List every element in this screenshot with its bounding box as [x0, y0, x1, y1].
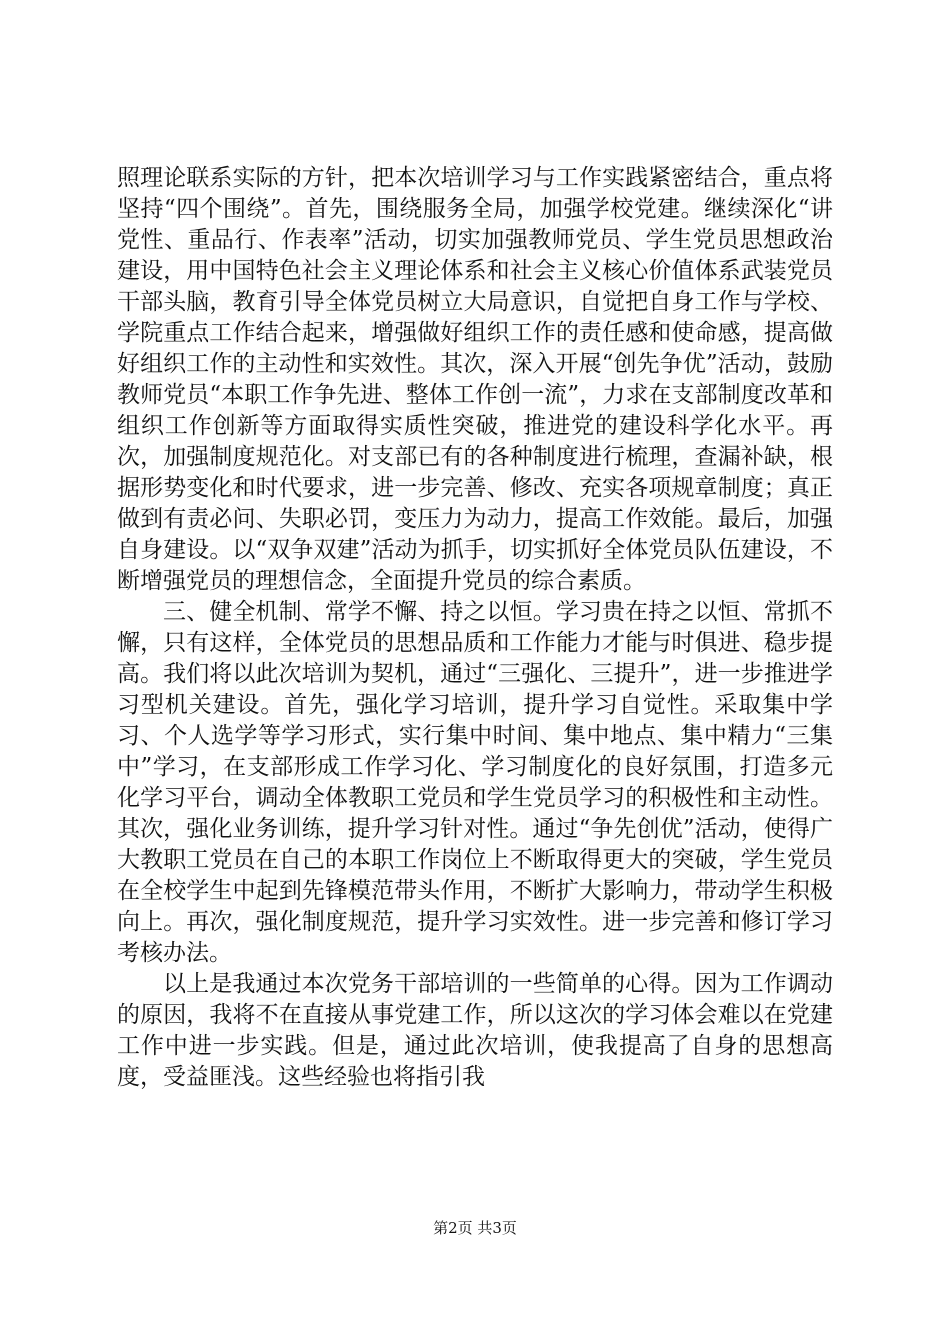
paragraph-continued: 照理论联系实际的方针，把本次培训学习与工作实践紧密结合，重点将坚持“四个围绕”。首先，围绕服务全局，加强学校党建。继续深化“讲党性、重品行、作表率”活动，切实加强教师党员、学生党员思想政治建设，用中国特色社会主义理论体系和社会主义核心价值体系武装党员干部头脑，教育引导全体党员树立大局意识，自觉把自身工作与学校、学院重点工作结合起来，增强做好组织工作的责任感和使命感，提高做好组织工作的主动性和实效性。其次，深入开展“创先争优”活动，鼓励教师党员“本职工作争先进、整体工作创一流”，力求在支部制度改革和组织工作创新等方面取得实质性突破，推进党的建设科学化水平。再次，加强制度规范化。对支部已有的各种制度进行梳理，查漏补缺，根据形势变化和时代要求，进一步完善、修改、充实各项规章制度；真正做到有责必问、失职必罚，变压力为动力，提高工作效能。最后，加强自身建设。以“双争双建”活动为抓手，切实抓好全体党员队伍建设，不断增强党员的理想信念，全面提升党员的综合素质。: [117, 165, 833, 594]
paragraph-conclusion: 以上是我通过本次党务干部培训的一些简单的心得。因为工作调动的原因，我将不在直接从事党建工作，所以这次的学习体会难以在党建工作中进一步实践。但是，通过此次培训，使我提高了自身的思想高度，受益匪浅。这些经验也将指引我: [117, 971, 833, 1090]
document-body: [117, 163, 833, 1093]
paragraph-section-three: 三、健全机制、常学不懈、持之以恒。学习贵在持之以恒、常抓不懈，只有这样，全体党员的思想品质和工作能力才能与时俱进、稳步提高。我们将以此次培训为契机，通过“三强化、三提升”，进一步推进学习型机关建设。首先，强化学习培训，提升学习自觉性。采取集中学习、个人选学等学习形式，实行集中时间、集中地点、集中精力“三集中”学习，在支部形成工作学习化、学习制度化的良好氛围，打造多元化学习平台，调动全体教职工党员和学生党员学习的积极性和主动性。其次，强化业务训练，提升学习针对性。通过“争先创优”活动，使得广大教职工党员在自己的本职工作岗位上不断取得更大的突破，学生党员在全校学生中起到先锋模范带头作用，不断扩大影响力，带动学生积极向上。再次，强化制度规范，提升学习实效性。进一步完善和修订学习考核办法。: [117, 599, 833, 966]
page-footer: 第2页 共3页: [433, 1219, 517, 1237]
